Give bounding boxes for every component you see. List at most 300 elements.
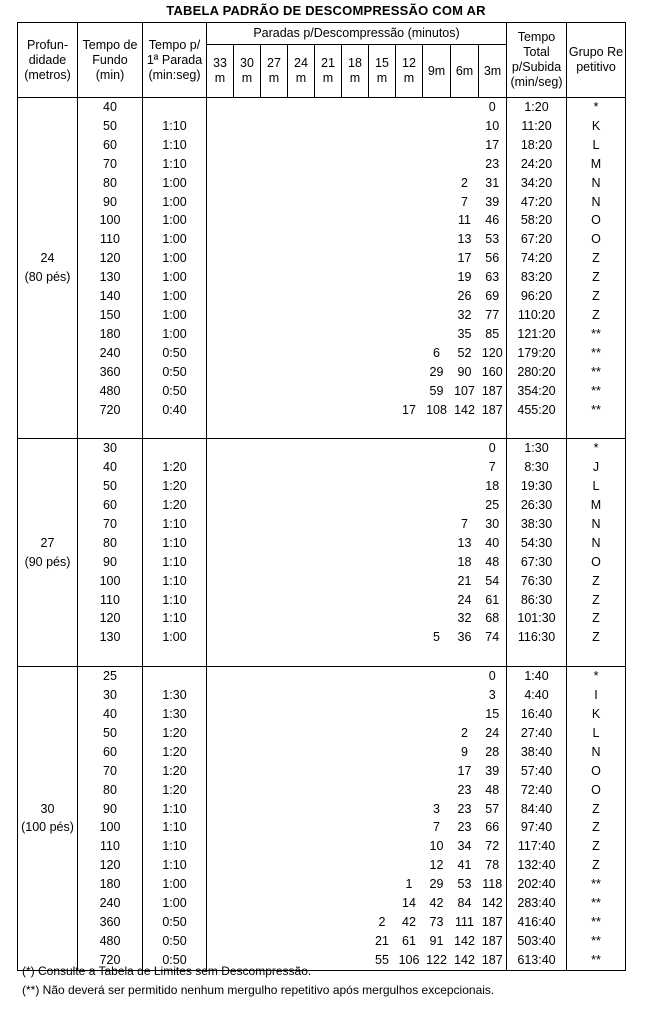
stop-cell [342, 515, 369, 534]
stop-cell [369, 628, 396, 647]
stop-cell [234, 856, 261, 875]
table-row [18, 686, 626, 705]
header-stop-27m: 27 m [261, 45, 288, 98]
total-time-cell: 503:40 [507, 932, 567, 951]
stop-cell [396, 230, 423, 249]
stop-cell [207, 98, 234, 117]
stop-cell [369, 174, 396, 193]
stop-cell [369, 306, 396, 325]
stop-cell [261, 515, 288, 534]
stop-cell [369, 211, 396, 230]
stop-cell [234, 534, 261, 553]
table-row [18, 724, 626, 743]
stop-cell [207, 818, 234, 837]
spacer-cell [507, 647, 567, 666]
stop-cell [342, 667, 369, 686]
total-time-cell: 27:40 [507, 724, 567, 743]
stop-cell [288, 628, 315, 647]
first-stop-cell: 1:00 [143, 211, 207, 230]
first-stop-cell: 1:20 [143, 458, 207, 477]
bottom-time-cell: 30 [78, 439, 143, 458]
stop-cell [451, 496, 479, 515]
stop-cell [315, 628, 342, 647]
stop-cell: 30 [479, 515, 507, 534]
bottom-time-cell: 50 [78, 724, 143, 743]
stop-cell [261, 211, 288, 230]
stop-cell [423, 439, 451, 458]
header-stop-15m: 15 m [369, 45, 396, 98]
table-row [18, 306, 626, 325]
stop-cell [261, 249, 288, 268]
stop-cell: 17 [479, 136, 507, 155]
stop-cell: 19 [457, 270, 472, 285]
stop-cell [234, 136, 261, 155]
stop-cell [234, 477, 261, 496]
stop-cell [369, 230, 396, 249]
stop-cell [315, 98, 342, 117]
stop-cell [234, 724, 261, 743]
stop-cell [207, 800, 234, 819]
stop-cell [234, 458, 261, 477]
stop-cell [234, 800, 261, 819]
first-stop-cell: 0:50 [143, 363, 207, 382]
table-row [18, 287, 626, 306]
total-time-cell: 74:20 [507, 249, 567, 268]
stop-cell [369, 117, 396, 136]
repetitive-group-cell: * [567, 439, 626, 458]
stop-cell [234, 705, 261, 724]
stop-cell: 32 [457, 611, 472, 626]
stop-cell [369, 800, 396, 819]
stop-cell [423, 211, 451, 230]
stop-cell [288, 325, 315, 344]
stop-cell [423, 136, 451, 155]
stop-cell [342, 211, 369, 230]
stop-cell: 29 [429, 364, 444, 379]
total-time-cell: 613:40 [507, 951, 567, 970]
stop-cell [288, 800, 315, 819]
bottom-time-cell: 70 [78, 155, 143, 174]
stop-cell [315, 686, 342, 705]
stop-cell [396, 136, 423, 155]
stop-cell [261, 724, 288, 743]
depth-feet: (80 pés) [24, 270, 71, 285]
stop-cell [423, 230, 451, 249]
repetitive-group-cell: ** [567, 913, 626, 932]
stop-cell [207, 705, 234, 724]
first-stop-cell: 1:00 [143, 268, 207, 287]
table-row [18, 628, 626, 647]
stop-cell [342, 705, 369, 724]
bottom-time-cell: 480 [78, 382, 143, 401]
table-row [18, 800, 626, 819]
stop-cell [396, 572, 423, 591]
spacer-cell [207, 419, 234, 438]
table-row [18, 136, 626, 155]
stop-cell: 28 [479, 743, 507, 762]
stop-cell [288, 762, 315, 781]
table-row [18, 401, 626, 420]
stop-cell: 39 [479, 193, 507, 212]
total-time-cell: 24:20 [507, 155, 567, 174]
table-row [18, 439, 626, 458]
header-stop-6m: 6m [451, 45, 479, 98]
total-time-cell: 72:40 [507, 781, 567, 800]
header-depth: Profun-didade (metros) [18, 23, 78, 98]
table-row [18, 818, 626, 837]
stop-cell [207, 553, 234, 572]
stop-cell [261, 193, 288, 212]
stop-cell: 7 [461, 516, 468, 531]
stop-cell [288, 98, 315, 117]
stop-cell [342, 249, 369, 268]
stop-cell [261, 477, 288, 496]
stop-cell [207, 287, 234, 306]
stop-cell: 90 [457, 364, 472, 379]
stop-cell [315, 894, 342, 913]
first-stop-cell: 1:00 [143, 306, 207, 325]
total-time-cell: 57:40 [507, 762, 567, 781]
stop-cell: 74 [479, 628, 507, 647]
stop-cell [207, 667, 234, 686]
stop-cell: 142 [451, 951, 479, 970]
footnote-single-star: (*) Consulte a Tabela de Limites sem Descompressão. [22, 964, 312, 978]
bottom-time-cell: 90 [78, 193, 143, 212]
table-row [18, 249, 626, 268]
stop-cell: 52 [457, 345, 472, 360]
repetitive-group-cell: * [567, 98, 626, 117]
stop-cell [342, 306, 369, 325]
stop-cell [315, 837, 342, 856]
stop-cell [423, 667, 451, 686]
repetitive-group-cell: M [567, 155, 626, 174]
stop-cell [369, 724, 396, 743]
stop-cell [315, 325, 342, 344]
spacer-cell [288, 419, 315, 438]
stop-cell [451, 117, 479, 136]
table-row [18, 382, 626, 401]
stop-cell: 5 [433, 630, 440, 645]
repetitive-group-cell: Z [567, 268, 626, 287]
stop-cell [288, 439, 315, 458]
first-stop-cell [143, 667, 207, 686]
stop-cell [315, 268, 342, 287]
stop-cell [423, 724, 451, 743]
stop-cell [315, 117, 342, 136]
first-stop-cell [143, 98, 207, 117]
stop-cell [261, 458, 288, 477]
stop-cell [261, 894, 288, 913]
stop-cell: 106 [396, 951, 423, 970]
stop-cell [261, 306, 288, 325]
stop-cell [288, 458, 315, 477]
stop-cell [342, 287, 369, 306]
stop-cell [423, 306, 451, 325]
header-stops-group: Paradas p/Descompressão (minutos) [207, 23, 507, 45]
stop-cell [261, 686, 288, 705]
bottom-time-cell: 60 [78, 136, 143, 155]
stop-cell: 142 [454, 933, 475, 948]
total-time-cell: 97:40 [507, 818, 567, 837]
stop-cell [342, 686, 369, 705]
repetitive-group-cell: ** [567, 951, 626, 970]
table-row [18, 477, 626, 496]
stop-cell: 187 [479, 951, 507, 970]
stop-cell [423, 572, 451, 591]
stop-cell [261, 856, 288, 875]
stop-cell: 17 [402, 402, 416, 417]
repetitive-group-cell: K [567, 705, 626, 724]
stop-cell [342, 856, 369, 875]
stop-cell: 24 [457, 592, 472, 607]
stop-cell [207, 193, 234, 212]
stop-cell [207, 382, 234, 401]
first-stop-cell [143, 439, 207, 458]
bottom-time-cell: 100 [78, 572, 143, 591]
table-row [18, 591, 626, 610]
stop-cell [261, 609, 288, 628]
stop-cell: 26 [457, 289, 472, 304]
stop-cell [342, 894, 369, 913]
stop-cell: 13 [457, 232, 472, 247]
total-time-cell: 4:40 [507, 686, 567, 705]
table-row [18, 894, 626, 913]
bottom-time-cell: 480 [78, 932, 143, 951]
stop-cell [261, 800, 288, 819]
bottom-time-cell: 60 [78, 496, 143, 515]
stop-cell [288, 609, 315, 628]
bottom-time-cell: 30 [78, 686, 143, 705]
depth-meters: 24 [40, 251, 55, 266]
stop-cell [369, 515, 396, 534]
stop-cell [234, 762, 261, 781]
stop-cell [261, 553, 288, 572]
stop-cell [396, 439, 423, 458]
stop-cell [342, 98, 369, 117]
stop-cell [342, 724, 369, 743]
bottom-time-cell: 720 [78, 401, 143, 420]
stop-cell [261, 382, 288, 401]
stop-cell: 61 [479, 591, 507, 610]
stop-cell [423, 268, 451, 287]
total-time-cell: 455:20 [507, 401, 567, 420]
stop-cell [396, 363, 423, 382]
stop-cell [342, 534, 369, 553]
repetitive-group-cell: Z [567, 591, 626, 610]
stop-cell [315, 818, 342, 837]
stop-cell: 160 [479, 363, 507, 382]
stop-cell [315, 439, 342, 458]
stop-cell [369, 894, 396, 913]
stop-cell: 48 [479, 781, 507, 800]
first-stop-cell: 1:00 [143, 249, 207, 268]
total-time-cell: 83:20 [507, 268, 567, 287]
stop-cell [396, 117, 423, 136]
stop-cell [207, 572, 234, 591]
total-time-cell: 416:40 [507, 913, 567, 932]
stop-cell [207, 268, 234, 287]
stop-cell [396, 591, 423, 610]
stop-cell [315, 174, 342, 193]
stop-cell [288, 875, 315, 894]
stop-cell: 24 [479, 724, 507, 743]
stop-cell [234, 553, 261, 572]
total-time-cell: 38:40 [507, 743, 567, 762]
stop-cell: 187 [479, 401, 507, 420]
stop-cell: 69 [479, 287, 507, 306]
stop-cell [288, 591, 315, 610]
table-row [18, 875, 626, 894]
stop-cell [261, 325, 288, 344]
stop-cell [423, 287, 451, 306]
stop-cell [342, 609, 369, 628]
total-time-cell: 101:30 [507, 609, 567, 628]
stop-cell [369, 762, 396, 781]
total-time-cell: 1:40 [507, 667, 567, 686]
stop-cell [207, 856, 234, 875]
stop-cell [288, 211, 315, 230]
total-time-cell: 354:20 [507, 382, 567, 401]
first-stop-cell: 1:00 [143, 628, 207, 647]
first-stop-cell: 0:50 [143, 913, 207, 932]
stop-cell [342, 800, 369, 819]
stop-cell [261, 174, 288, 193]
stop-cell [288, 705, 315, 724]
stop-cell [207, 325, 234, 344]
repetitive-group-cell: J [567, 458, 626, 477]
stop-cell [234, 325, 261, 344]
stop-cell [369, 363, 396, 382]
repetitive-group-cell: ** [567, 932, 626, 951]
repetitive-group-cell: Z [567, 249, 626, 268]
stop-cell [396, 705, 423, 724]
stop-cell [207, 534, 234, 553]
repetitive-group-cell: Z [567, 572, 626, 591]
stop-cell [207, 894, 234, 913]
stop-cell [207, 136, 234, 155]
total-time-cell: 38:30 [507, 515, 567, 534]
stop-cell [369, 609, 396, 628]
stop-cell [288, 667, 315, 686]
bottom-time-cell: 90 [78, 800, 143, 819]
repetitive-group-cell: Z [567, 628, 626, 647]
spacer-cell [143, 419, 207, 438]
total-time-cell: 67:30 [507, 553, 567, 572]
stop-cell [234, 211, 261, 230]
stop-cell [234, 117, 261, 136]
stop-cell: 6 [433, 345, 440, 360]
table-row [18, 98, 626, 117]
stop-cell [342, 875, 369, 894]
stop-cell [423, 762, 451, 781]
stop-cell [234, 913, 261, 932]
stop-cell: 84 [457, 896, 472, 911]
bottom-time-cell: 110 [78, 230, 143, 249]
stop-cell [288, 117, 315, 136]
table-row [18, 174, 626, 193]
depth-meters: 30 [40, 801, 55, 816]
spacer-cell [78, 647, 143, 666]
stop-cell [369, 401, 396, 420]
stop-cell [234, 515, 261, 534]
bottom-time-cell: 110 [78, 837, 143, 856]
stop-cell [451, 477, 479, 496]
stop-cell [451, 98, 479, 117]
stop-cell [423, 553, 451, 572]
stop-cell [369, 193, 396, 212]
header-stop-33m: 33 m [207, 45, 234, 98]
stop-cell [261, 667, 288, 686]
table-header [18, 23, 626, 98]
stop-cell [234, 818, 261, 837]
depth-meters: 27 [40, 535, 55, 550]
table-row [18, 781, 626, 800]
stop-cell [396, 193, 423, 212]
stop-cell [423, 515, 451, 534]
stop-cell [234, 174, 261, 193]
repetitive-group-cell: O [567, 230, 626, 249]
spacer-cell [288, 647, 315, 666]
stop-cell: 11 [458, 213, 471, 228]
stop-cell [315, 572, 342, 591]
stop-cell [261, 932, 288, 951]
stop-cell [288, 363, 315, 382]
stop-cell: 17 [457, 763, 472, 778]
first-stop-cell: 1:10 [143, 136, 207, 155]
bottom-time-cell: 240 [78, 344, 143, 363]
total-time-cell: 179:20 [507, 344, 567, 363]
first-stop-cell: 1:10 [143, 572, 207, 591]
group-separator [18, 419, 626, 438]
stop-cell [261, 818, 288, 837]
stop-cell: 54 [479, 572, 507, 591]
spacer-cell [396, 647, 423, 666]
stop-cell [234, 306, 261, 325]
stop-cell [288, 401, 315, 420]
stop-cell [396, 609, 423, 628]
stop-cell [261, 230, 288, 249]
stop-cell [315, 136, 342, 155]
table-row [18, 230, 626, 249]
stop-cell [288, 306, 315, 325]
stop-cell [315, 458, 342, 477]
stop-cell [342, 117, 369, 136]
bottom-time-cell: 240 [78, 894, 143, 913]
first-stop-cell: 0:50 [143, 382, 207, 401]
stop-cell [369, 458, 396, 477]
stop-cell [396, 667, 423, 686]
total-time-cell: 47:20 [507, 193, 567, 212]
stop-cell [451, 458, 479, 477]
stop-cell: 2 [461, 175, 468, 190]
stop-cell: 3 [479, 686, 507, 705]
stop-cell: 68 [479, 609, 507, 628]
total-time-cell: 34:20 [507, 174, 567, 193]
first-stop-cell: 1:00 [143, 325, 207, 344]
stop-cell [396, 249, 423, 268]
stop-cell [234, 875, 261, 894]
stop-cell: 25 [479, 496, 507, 515]
stop-cell [288, 913, 315, 932]
first-stop-cell: 1:10 [143, 534, 207, 553]
stop-cell [234, 287, 261, 306]
stop-cell: 21 [375, 933, 389, 948]
repetitive-group-cell: N [567, 515, 626, 534]
total-time-cell: 202:40 [507, 875, 567, 894]
stop-cell [234, 439, 261, 458]
first-stop-cell: 1:10 [143, 609, 207, 628]
total-time-cell: 58:20 [507, 211, 567, 230]
